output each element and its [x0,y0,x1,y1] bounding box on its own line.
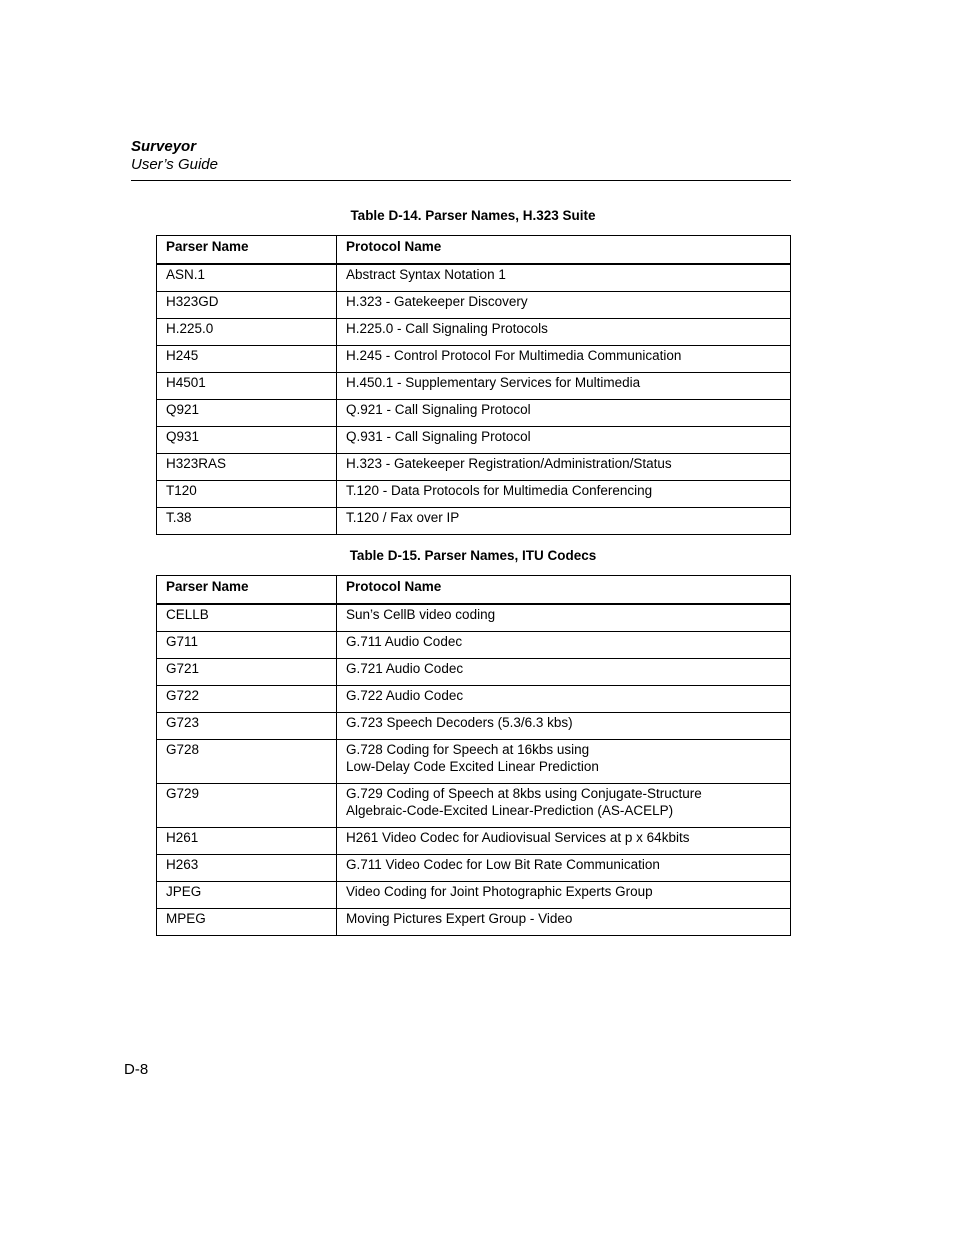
table-row [157,373,791,400]
protocol-name-cell: H.323 - Gatekeeper Registration/Administration/Status [337,454,791,481]
table-row [157,784,791,828]
protocol-name-cell: G.721 Audio Codec [337,659,791,686]
protocol-name-cell: H.225.0 - Call Signaling Protocols [337,319,791,346]
table-row [157,508,791,535]
protocol-name-cell: H.245 - Control Protocol For Multimedia Communication [337,346,791,373]
table-row [157,659,791,686]
protocol-name-cell: T.120 / Fax over IP [337,508,791,535]
table-row [157,319,791,346]
table-caption: Table D-14. Parser Names, H.323 Suite [350,208,596,223]
parser-name-cell: G729 [157,784,337,828]
parser-name-cell: MPEG [157,909,337,936]
parser-name-cell: H261 [157,828,337,855]
protocol-name-cell: Q.931 - Call Signaling Protocol [337,427,791,454]
parser-table-itu-codecs [156,575,791,936]
table-row [157,828,791,855]
column-header: Protocol Name [337,236,791,265]
parser-table-h323 [156,235,791,535]
table-row [157,264,791,292]
protocol-name-cell: H.450.1 - Supplementary Services for Multimedia [337,373,791,400]
table-row [157,686,791,713]
protocol-name-cell: Sun’s CellB video coding [337,604,791,632]
protocol-name-cell: G.722 Audio Codec [337,686,791,713]
table-row [157,855,791,882]
parser-name-cell: JPEG [157,882,337,909]
table-row [157,454,791,481]
parser-name-cell: G711 [157,632,337,659]
protocol-name-cell: Abstract Syntax Notation 1 [337,264,791,292]
protocol-name-cell: H.323 - Gatekeeper Discovery [337,292,791,319]
header-subtitle: User’s Guide [131,156,218,173]
parser-name-cell: G728 [157,740,337,784]
protocol-name-cell: G.723 Speech Decoders (5.3/6.3 kbs) [337,713,791,740]
table-row [157,481,791,508]
protocol-name-cell: G.729 Coding of Speech at 8kbs using Conjugate-Structure Algebraic-Code-Excited Linear-Prediction (AS-ACELP) [337,784,791,828]
page-number: D-8 [124,1061,149,1078]
table-caption: Table D-15. Parser Names, ITU Codecs [349,548,597,563]
protocol-name-cell: G.711 Audio Codec [337,632,791,659]
column-header: Protocol Name [337,576,791,605]
header-rule [131,180,791,181]
table-row [157,632,791,659]
table-row [157,740,791,784]
parser-name-cell: T.38 [157,508,337,535]
parser-name-cell: H323GD [157,292,337,319]
protocol-name-cell: T.120 - Data Protocols for Multimedia Conferencing [337,481,791,508]
parser-name-cell: G722 [157,686,337,713]
parser-name-cell: CELLB [157,604,337,632]
header-title: Surveyor [131,138,197,155]
parser-name-cell: H263 [157,855,337,882]
table-row [157,882,791,909]
column-header: Parser Name [157,236,337,265]
parser-name-cell: H245 [157,346,337,373]
table-header-row [157,576,791,605]
running-header [131,138,218,174]
protocol-name-cell: G.711 Video Codec for Low Bit Rate Communication [337,855,791,882]
table-row [157,604,791,632]
protocol-name-cell: Video Coding for Joint Photographic Experts Group [337,882,791,909]
protocol-name-cell: Moving Pictures Expert Group - Video [337,909,791,936]
table-row [157,909,791,936]
table-row [157,427,791,454]
parser-name-cell: G723 [157,713,337,740]
protocol-name-cell: Q.921 - Call Signaling Protocol [337,400,791,427]
table-row [157,400,791,427]
table-row [157,346,791,373]
protocol-name-cell: G.728 Coding for Speech at 16kbs using Low-Delay Code Excited Linear Prediction [337,740,791,784]
parser-name-cell: H323RAS [157,454,337,481]
parser-name-cell: H4501 [157,373,337,400]
parser-name-cell: Q931 [157,427,337,454]
parser-name-cell: Q921 [157,400,337,427]
table-header-row [157,236,791,265]
parser-name-cell: G721 [157,659,337,686]
parser-name-cell: T120 [157,481,337,508]
table-row [157,292,791,319]
parser-name-cell: H.225.0 [157,319,337,346]
column-header: Parser Name [157,576,337,605]
parser-name-cell: ASN.1 [157,264,337,292]
table-row [157,713,791,740]
protocol-name-cell: H261 Video Codec for Audiovisual Services at p x 64kbits [337,828,791,855]
